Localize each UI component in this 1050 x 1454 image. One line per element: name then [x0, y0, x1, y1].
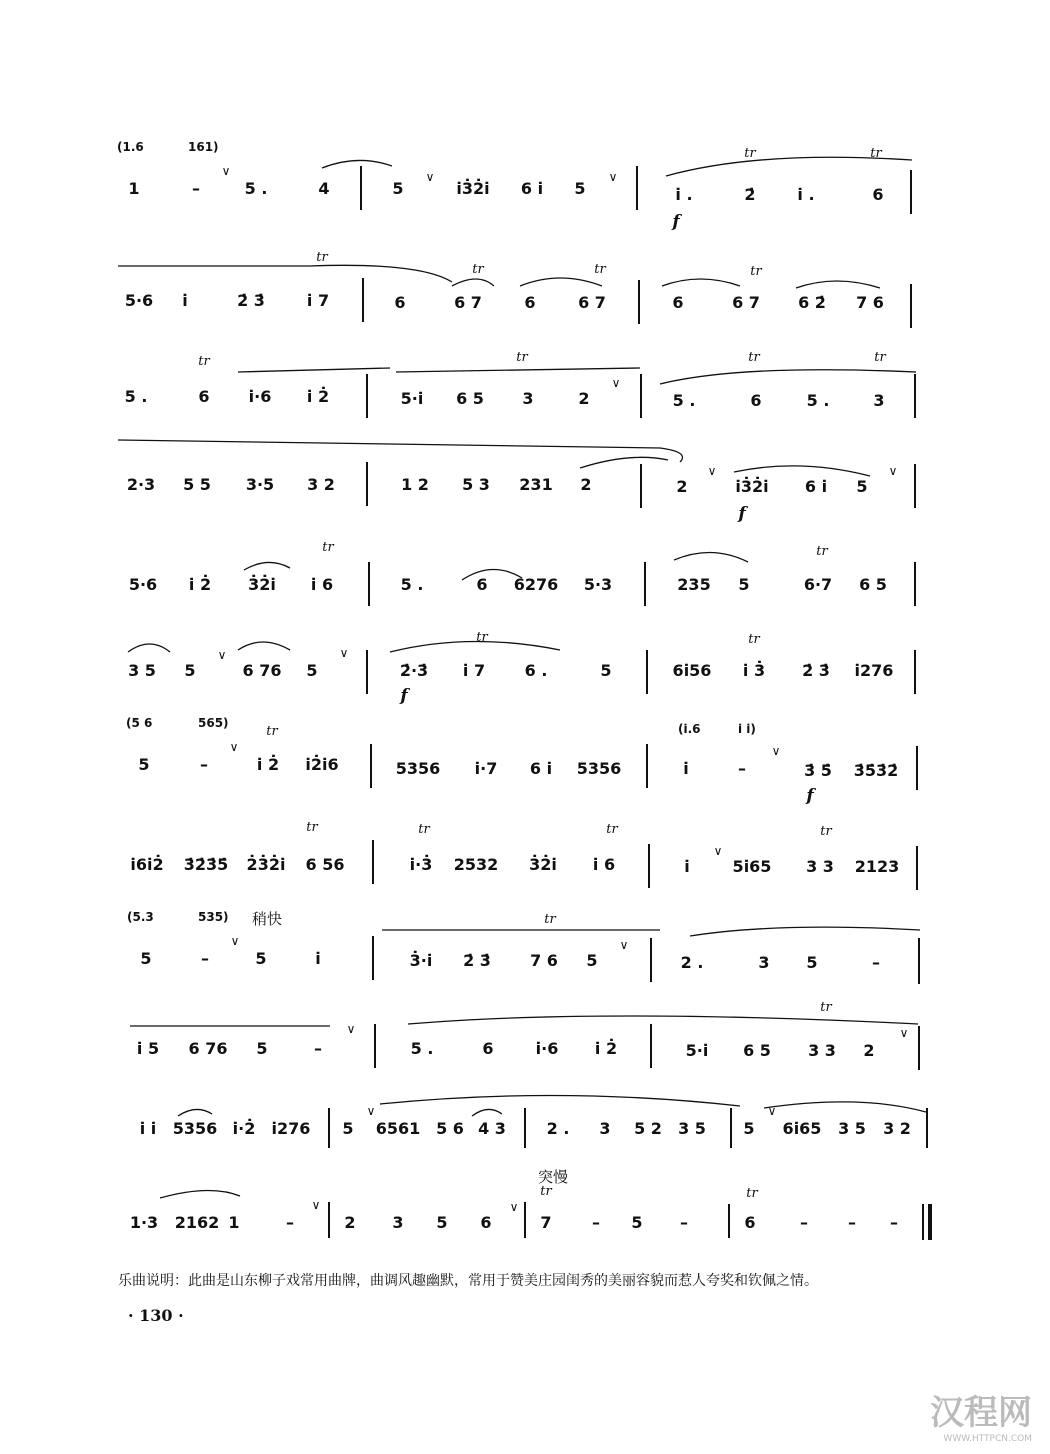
alt-ending: 565) [198, 716, 229, 730]
note: 6 7 [578, 293, 606, 312]
note: 2123 [854, 857, 900, 876]
alt-ending: (1.6 [117, 140, 144, 154]
trill-mark: tr [744, 146, 756, 161]
note: i̇ i̇ [139, 1119, 157, 1138]
note: 2 . [546, 1119, 570, 1138]
trill-mark: tr [594, 262, 606, 277]
breath-mark: ∨ [339, 646, 349, 660]
note: 2̇3̇2̇i̇ [246, 855, 286, 874]
note: – [592, 1213, 600, 1232]
note: 5 . [672, 391, 696, 410]
tempo-marking: 突慢 [538, 1168, 569, 1186]
trill-mark: tr [306, 820, 318, 835]
trill-mark: tr [544, 912, 556, 927]
note: 3̇5̇3̇2̇ [853, 761, 899, 780]
note: 5 . [806, 391, 830, 410]
note: 6 5 [859, 575, 887, 594]
note: i̇ [315, 949, 321, 968]
note: 5 3 [462, 475, 490, 494]
alt-ending: (i̇.6 [678, 722, 701, 736]
note: 6 [672, 293, 684, 312]
note: i̇3̇2̇i̇ [735, 477, 769, 496]
note: i̇ . [675, 185, 693, 204]
note: 2 [578, 389, 590, 408]
trill-mark: tr [476, 630, 488, 645]
note: 5 [184, 661, 196, 680]
note: i̇ 2̇ [594, 1039, 618, 1058]
note: 3 2 [883, 1119, 911, 1138]
note: 6 56 [305, 855, 345, 874]
dynamic-forte: f [400, 686, 408, 706]
breath-mark: ∨ [707, 464, 717, 478]
note: 3 5 [128, 661, 156, 680]
watermark-url: WWW.HTTPCN.COM [943, 1434, 1032, 1444]
note: – [286, 1213, 294, 1232]
note: 3 [873, 391, 885, 410]
note: 2̇·3̇ [399, 661, 429, 680]
note: 6 2̇ [798, 293, 826, 312]
note: 5 [392, 179, 404, 198]
note: 6 [482, 1039, 494, 1058]
note: i̇ 7 [462, 661, 486, 680]
alt-ending: 535) [198, 910, 229, 924]
note: – [192, 179, 200, 198]
trill-mark: tr [198, 354, 210, 369]
note: 3̇·i̇ [409, 951, 433, 970]
note: 2̇ 3̇ [237, 291, 265, 310]
note: 2 [863, 1041, 875, 1060]
breath-mark: ∨ [221, 164, 231, 178]
note: i̇·6 [535, 1039, 559, 1058]
note: 5 . [124, 387, 148, 406]
watermark-logo [930, 1385, 1032, 1444]
breath-mark: ∨ [346, 1022, 356, 1036]
breath-mark: ∨ [771, 744, 781, 758]
note: 5 [856, 477, 868, 496]
note: 3 5 [838, 1119, 866, 1138]
trill-mark: tr [418, 822, 430, 837]
note: 6561 [375, 1119, 421, 1138]
note: 3̇ 5̇ [804, 761, 832, 780]
note: i̇ [182, 291, 188, 310]
note: 2 . [680, 953, 704, 972]
note: 1 [128, 179, 140, 198]
note: 5 [738, 575, 750, 594]
note: – [201, 949, 209, 968]
note: i̇3̇2̇i̇ [456, 179, 490, 198]
note: 5 . [400, 575, 424, 594]
note: 7 6 [530, 951, 558, 970]
note: 6 [394, 293, 406, 312]
alt-ending: (5 6 [126, 716, 153, 730]
trill-mark: tr [750, 264, 762, 279]
alt-ending: i̇ i̇) [738, 722, 756, 736]
note: – [800, 1213, 808, 1232]
music-description: 乐曲说明：此曲是山东柳子戏常用曲牌，曲调风趣幽默，常用于赞美庄园闺秀的美丽容貌而惹人夸奖和钦佩之情。 [118, 1273, 818, 1289]
dynamic-forte: f [738, 504, 746, 524]
note: 5i̇65 [732, 857, 772, 876]
note: 6 [744, 1213, 756, 1232]
note: 3 3 [808, 1041, 836, 1060]
note: i̇ 3̇ [742, 661, 766, 680]
note: 3 5 [678, 1119, 706, 1138]
note: 6 76 [242, 661, 282, 680]
breath-mark: ∨ [509, 1200, 519, 1214]
note: i̇·6 [248, 387, 272, 406]
note: i̇2̇i̇6 [305, 755, 339, 774]
breath-mark: ∨ [230, 934, 240, 948]
alt-ending: (5.3 [127, 910, 154, 924]
tempo-marking: 稍快 [252, 910, 283, 928]
note: 2 [344, 1213, 356, 1232]
note: 6 7 [454, 293, 482, 312]
note: 3 [522, 389, 534, 408]
note: 3·5 [245, 475, 275, 494]
note: 2 [580, 475, 592, 494]
note: 5 [256, 1039, 268, 1058]
note: 235 [677, 575, 711, 594]
note: 3̇2̇i̇ [529, 855, 557, 874]
note: 5 2 [634, 1119, 662, 1138]
note: 5 5 [183, 475, 211, 494]
note: – [680, 1213, 688, 1232]
breath-mark: ∨ [366, 1104, 376, 1118]
note: i̇·7 [474, 759, 498, 778]
note: i̇ 6 [310, 575, 334, 594]
trill-mark: tr [816, 544, 828, 559]
note: 3̇2̇3̇5̇ [183, 855, 229, 874]
note: 7 [540, 1213, 552, 1232]
breath-mark: ∨ [767, 1104, 777, 1118]
note: 2 [676, 477, 688, 496]
watermark-text: 汉程网 [930, 1393, 1032, 1433]
breath-mark: ∨ [608, 170, 618, 184]
note: 3 [599, 1119, 611, 1138]
note: 6 76 [188, 1039, 228, 1058]
note: 6 [198, 387, 210, 406]
note: 6 i̇ [804, 477, 828, 496]
note: 5 [342, 1119, 354, 1138]
note: i̇ 7 [306, 291, 330, 310]
note: 3̇2̇i̇ [248, 575, 276, 594]
note: – [890, 1213, 898, 1232]
note: 6 [476, 575, 488, 594]
breath-mark: ∨ [425, 170, 435, 184]
trill-mark: tr [746, 1186, 758, 1201]
note: i̇276 [854, 661, 894, 680]
note: 5 [255, 949, 267, 968]
note: 6 7 [732, 293, 760, 312]
note: 4 [318, 179, 330, 198]
note: i̇ 5 [136, 1039, 160, 1058]
note: i̇ [684, 857, 690, 876]
note: 5 . [410, 1039, 434, 1058]
note: 2·3 [126, 475, 156, 494]
breath-mark: ∨ [899, 1026, 909, 1040]
note: i̇·2̇ [232, 1119, 256, 1138]
note: 5 [138, 755, 150, 774]
trill-mark: tr [820, 1000, 832, 1015]
note: 3 [392, 1213, 404, 1232]
note: 5·i̇ [400, 389, 424, 408]
note: 5 [600, 661, 612, 680]
trill-mark: tr [516, 350, 528, 365]
note: 2162 [174, 1213, 220, 1232]
note: 6276 [513, 575, 559, 594]
note: 231 [519, 475, 553, 494]
trill-mark: tr [540, 1184, 552, 1199]
breath-mark: ∨ [619, 938, 629, 952]
breath-mark: ∨ [217, 648, 227, 662]
note: 1 2 [401, 475, 429, 494]
note: 6 [480, 1213, 492, 1232]
note: i̇6i̇2̇ [130, 855, 164, 874]
note: 2̇ 3̇ [802, 661, 830, 680]
note: 5 [743, 1119, 755, 1138]
note: 5 [140, 949, 152, 968]
trill-mark: tr [820, 824, 832, 839]
breath-mark: ∨ [611, 376, 621, 390]
note: 7 6 [856, 293, 884, 312]
note: 6 [524, 293, 536, 312]
note: 6i̇65 [782, 1119, 822, 1138]
note: 6 [872, 185, 884, 204]
dynamic-forte: f [672, 212, 680, 232]
trill-mark: tr [870, 146, 882, 161]
note: 2̇ 3̇ [463, 951, 491, 970]
note: 4 3 [478, 1119, 506, 1138]
note: 5356 [576, 759, 622, 778]
trill-mark: tr [748, 632, 760, 647]
note: 5 [306, 661, 318, 680]
note: 5356 [172, 1119, 218, 1138]
trill-mark: tr [472, 262, 484, 277]
note: i̇ 2̇ [256, 755, 280, 774]
note: i̇ 2̇ [188, 575, 212, 594]
note: 5·6 [124, 291, 154, 310]
note: 5 [574, 179, 586, 198]
note: i̇·3̇ [409, 855, 433, 874]
page-number: · 130 · [128, 1306, 184, 1325]
note: 5 [806, 953, 818, 972]
note: 5 [586, 951, 598, 970]
note: 6 [750, 391, 762, 410]
note: i̇ . [797, 185, 815, 204]
note: 5 . [244, 179, 268, 198]
dynamic-forte: f [806, 786, 814, 806]
note: 3 [758, 953, 770, 972]
trill-mark: tr [748, 350, 760, 365]
note: 5 [631, 1213, 643, 1232]
trill-mark: tr [874, 350, 886, 365]
note: 3 3 [806, 857, 834, 876]
note: 6 i̇ [529, 759, 553, 778]
note: 6·7 [803, 575, 833, 594]
note: i̇276 [271, 1119, 311, 1138]
trill-mark: tr [266, 724, 278, 739]
note: 5·i̇ [685, 1041, 709, 1060]
alt-ending: 161) [188, 140, 219, 154]
note: – [738, 759, 746, 778]
note: 6 5 [743, 1041, 771, 1060]
note: 3 2 [307, 475, 335, 494]
note: 5·6 [128, 575, 158, 594]
note: i̇ 6 [592, 855, 616, 874]
note: – [872, 953, 880, 972]
note: i̇ 2̇ [306, 387, 330, 406]
breath-mark: ∨ [311, 1198, 321, 1212]
note: 1·3 [129, 1213, 159, 1232]
note: – [200, 755, 208, 774]
note: i̇ [683, 759, 689, 778]
trill-mark: tr [606, 822, 618, 837]
note: 6 5 [456, 389, 484, 408]
note: 5 6 [436, 1119, 464, 1138]
note: 6 . [524, 661, 548, 680]
note: 5 [436, 1213, 448, 1232]
note: – [314, 1039, 322, 1058]
note: 1 [228, 1213, 240, 1232]
note: – [848, 1213, 856, 1232]
note: 5356 [395, 759, 441, 778]
breath-mark: ∨ [888, 464, 898, 478]
trill-mark: tr [322, 540, 334, 555]
note: 2̇ [744, 185, 756, 204]
breath-mark: ∨ [713, 844, 723, 858]
trill-mark: tr [316, 250, 328, 265]
note: 6 i̇ [520, 179, 544, 198]
note: 6i̇56 [672, 661, 712, 680]
note: 2532 [453, 855, 499, 874]
breath-mark: ∨ [229, 740, 239, 754]
note: 5·3 [583, 575, 613, 594]
